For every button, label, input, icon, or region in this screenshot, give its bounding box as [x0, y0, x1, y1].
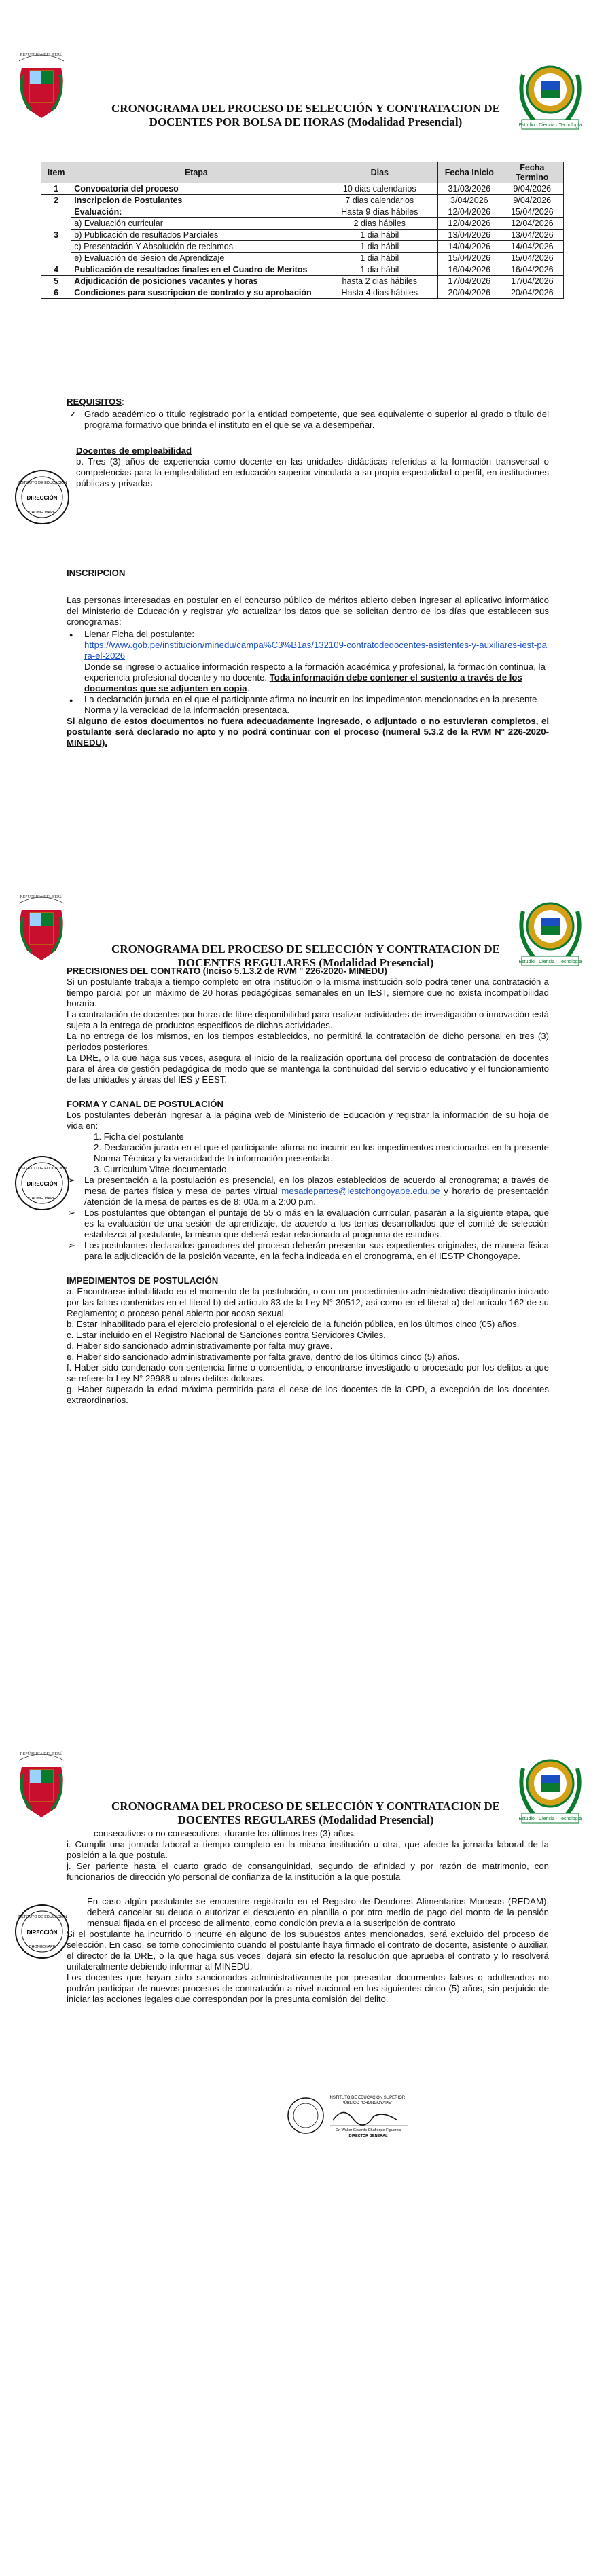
precisiones-heading: PRECISIONES DEL CONTRATO (Inciso 5.1.3.2 de RVM ° 226-2020- MINEDU): [67, 966, 387, 976]
table-row: 3 Evaluación: Hasta 9 días hábiles 12/04/2026 15/04/2026: [41, 206, 564, 218]
svg-text:Estudio · Ciencia · Tecnología: Estudio · Ciencia · Tecnología: [518, 960, 582, 964]
institute-stamp-icon: [14, 1903, 71, 1960]
svg-text:PÚBLICO "CHONGOYAPE": PÚBLICO "CHONGOYAPE": [341, 2101, 393, 2105]
peru-crest-icon: [15, 48, 68, 122]
requisito-item: ✓ Grado académico o título registrado por la entidad competente, que sea equivalente o superior al grado o título del programa formativo que brinda el instituto en el que se va a desempeñar.: [69, 409, 549, 430]
warning-text: Si alguno de estos documentos no fuera adecuadamente ingresado, o adjuntado o no estuvieran completos, el postulante será declarado no apto y no podrá continuar con el proceso (numeral 5.3.2 de la RVM N° 226-2020- MINEDU).: [67, 716, 549, 748]
col-item: Item: [41, 162, 71, 183]
table-row: 1 Convocatoria del proceso 10 dias calendarios 31/03/2026 9/04/2026: [41, 183, 564, 195]
col-dias: Dias: [321, 162, 438, 183]
inscripcion-section: INSCRIPCION Las personas interesadas en postular en el concurso público de méritos abierto deben ingresar al aplicativo informático del Ministerio de Educación y registrar y/o actualizar los datos que se solicitan dentro de los días que establecen sus cronogramas: ● Llenar Ficha del postulante: https://www.gob.pe/institucion/minedu/campa%C3%B1as/132109-contratodedocentes-asistentes-y-auxiliares-iest-para-el-2026 Donde se ingrese o actualice información respecto a la formación académica y profesional, la formación continua, la experiencia profesional docente y no docente. Toda información debe contener el sustento a través de los documentos que se adjunten en copia. ● La declaración jurada en el que el participante afirma no incurrir en los impedimentos mencionados en la presente Norma y la veracidad de la información presentada. Si alguno de estos documentos no fuera adecuadamente ingresado, o adjuntado o no estuvieran completos, el postulante será declarado no apto y no podrá continuar con el proceso (numeral 5.3.2 de la RVM N° 226-2020- MINEDU).: [67, 568, 549, 748]
page-3: [0, 1739, 608, 2576]
col-inicio: Fecha Inicio: [438, 162, 501, 183]
svg-text:CHONGOYAPE: CHONGOYAPE: [29, 511, 56, 515]
inscripcion-heading: INSCRIPCION: [67, 568, 126, 578]
table-row: a) Evaluación curricular 2 dias hábiles 12/04/2026 12/04/2026: [41, 218, 564, 230]
requisitos-section: REQUISITOS: ✓ Grado académico o título registrado por la entidad competente, que sea equivalente o superior al grado o título del programa formativo que brinda el instituto en el que se va a desempeñar. Docentes de empleabilidad b. Tres (3) años de experiencia como docente en las unidades didácticas referidas a la formación transversal o competencias para la empleabilidad en educación superior vinculada a su propia especialidad o perfil, en instituciones públicas y privadas: [67, 397, 549, 488]
svg-text:INSTITUTO DE EDUCACIÓN: INSTITUTO DE EDUCACIÓN: [17, 481, 67, 485]
requisito-item-b: b. Tres (3) años de experiencia como docente en las unidades didácticas referidas a la formación transversal o competencias para la empleabilidad en educación superior vinculada a su propia especialidad o perfil, en instituciones públicas y privadas: [76, 456, 549, 488]
svg-text:INSTITUTO DE EDUCACIÓN: INSTITUTO DE EDUCACIÓN: [17, 1915, 67, 1919]
institute-crest-icon: [516, 891, 584, 973]
document-title: CRONOGRAMA DEL PROCESO DE SELECCIÓN Y CONTRATACION DE DOCENTES REGULARES (Modalidad Presencial): [111, 943, 500, 969]
check-icon: ✓: [69, 409, 77, 419]
list-item: ➢ La presentación a la postulación es presencial, en los plazos establecidos de acuerdo al cronograma; a través de mesa de partes física y mesa de partes virtual mesadepartes@iestchongoyape.edu.pe y horario de presentación /atención de la mesa de partes es de 8: 00a.m a 2:00 p.m.: [67, 1175, 549, 1208]
institute-stamp-icon: [14, 1155, 71, 1212]
table-row: c) Presentación Y Absolución de reclamos 1 dia hábil 14/04/2026 14/04/2026: [41, 241, 564, 253]
impedimentos-heading: IMPEDIMENTOS DE POSTULACIÓN: [67, 1275, 219, 1286]
page-1: [0, 0, 608, 761]
svg-text:DIRECCIÓN: DIRECCIÓN: [26, 1929, 58, 1936]
table-row: 5 Adjudicación de posiciones vacantes y horas hasta 2 dias hábiles 17/04/2026 17/04/2026: [41, 276, 564, 287]
svg-text:CHONGOYAPE: CHONGOYAPE: [29, 1945, 56, 1949]
institute-crest-icon: [516, 54, 584, 136]
document-title: CRONOGRAMA DEL PROCESO DE SELECCIÓN Y CONTRATACION DE DOCENTES POR BOLSA DE HORAS (Modalidad Presencial): [111, 102, 500, 128]
institute-stamp-icon: [14, 469, 71, 526]
peru-crest-icon: [15, 890, 68, 964]
svg-text:Estudio · Ciencia · Tecnología: Estudio · Ciencia · Tecnología: [518, 1817, 582, 1821]
ficha-postulante-link[interactable]: https://www.gob.pe/institucion/minedu/campa%C3%B1as/132109-contratodedocentes-asistentes-y-auxiliares-iest-para-el-2026: [84, 640, 547, 661]
table-row: 2 Inscripcion de Postulantes 7 dias calendarios 3/04/2026 9/04/2026: [41, 195, 564, 206]
svg-text:REPÚBLICA DEL PERÚ: REPÚBLICA DEL PERÚ: [20, 895, 63, 899]
page3-section: consecutivos o no consecutivos, durante los últimos tres (3) años. i. Cumplir una jornada laboral a tiempo completo en la misma institución u otra, que afecte la jornada laboral de la posición a la que postula. j. Ser pariente hasta el cuarto grado de consanguinidad, segundo de afinidad y por razón de matrimonio, con funcionarios de dirección y/o personal de confianza de la institución a la que postula En caso algún postulante se encuentre registrado en el Registro de Deudores Alimentarios Morosos (REDAM), deberá cancelar su deuda o autorizar el descuento en planilla o por otro medio de pago del monto de la pensión mensual fijada en el proceso de alimento, como condición previa a la suscripción de contrato Si el postulante ha incurrido o incurre en alguno de los supuestos antes mencionados, será excluido del proceso de selección. En caso, se tome conocimiento cuando el postulante haya firmado el contrato de docente, asistente o auxiliar, el director de la DRE, o la que haga sus veces, dejará sin efecto la resolución que aprueba el contrato y lo resolverá unilateralmente debiendo informar al MINEDU. Los docentes que hayan sido sancionados administrativamente por presentar documentos falsos o adulterados no podrán participar de nuevos procesos de contratación a nivel nacional en los siguientes cinco (5) años, sin perjuicio de iniciar las acciones legales que correspondan por la presunta comisión del delito.: [67, 1828, 549, 2004]
mesa-partes-email-link[interactable]: mesadepartes@iestchongoyape.edu.pe: [281, 1186, 440, 1196]
table-row: 4 Publicación de resultados finales en el Cuadro de Meritos 1 dia hábil 16/04/2026 16/04/2026: [41, 264, 564, 276]
precisiones-section: PRECISIONES DEL CONTRATO (Inciso 5.1.3.2 de RVM ° 226-2020- MINEDU) Si un postulante trabaja a tiempo completo en otra institución o la misma institución solo podrá tener una contratación a tiempo parcial por un máximo de 20 horas pedagógicas semanales en un IEST, siempre que no exista incompatibilidad horaria. La contratación de docentes por horas de libre disponibilidad para realizar actividades de investigación o innovación está sujeta a la entrega de productos específicos de dichas actividades. La no entrega de los mismos, en los tiempos establecidos, no permitirá la contratación de dicho personal en tres (3) periodos posteriores. La DRE, o la que haga sus veces, asegura el inicio de la realización oportuna del proceso de contratación de docentes para el área de gestión pedagógica de modo que se mantenga la continuidad del servicio educativo y el funcionamiento de las unidades y áreas del IES y EEST. FORMA Y CANAL DE POSTULACIÓN Los postulantes deberán ingresar a la página web de Ministerio de Educación y registrar la información de su hoja de vida en: 1. Ficha del postulante 2. Declaración jurada en el que el participante afirma no incurrir en los impedimentos mencionados en la presente Norma Técnica y la veracidad de la información presentada. 3. Curriculum Vitae documentado. ➢ La presentación a la postulación es presencial, en los plazos establecidos de acuerdo al cronograma; a través de mesa de partes física y mesa de partes virtual mesadepartes@iestchongoyape.edu.pe y horario de presentación /atención de la mesa de partes es de 8: 00a.m a 2:00 p.m. ➢ Los postulantes que obtengan el puntaje de 55 o más en la evaluación curricular, pasarán a la siguiente etapa, que es la evaluación de una sesión de aprendizaje, de acuerdo a los temas desarrollados que el comité de selección establezca al postulante, la misma que deberá estar relacionada al programa de estudios. ➢ Los postulantes declarados ganadores del proceso deberán presentar sus expedientes originales, de manera física para la adjudicación de la posición vacante, en la fecha indicada en el cronograma, en el IESTP Chongoyape. IMPEDIMENTOS DE POSTULACIÓN a. Encontrarse inhabilitado en el momento de la postulación, o con un procedimiento administrativo disciplinario iniciado por las faltas contenidas en el literal b) del artículo 83 de la Ley N° 30512, así como en el literal a) del artículo 162 de su Reglamento; o proceso penal abierto por acoso sexual. b. Estar inhabilitado para el ejercicio profesional o el ejercicio de la función pública, en los últimos cinco (05) años. c. Estar incluido en el Registro Nacional de Sanciones contra Servidores Civiles. d. Haber sido sancionado administrativamente por falta muy grave. e. Haber sido sancionado administrativamente por falta grave, dentro de los últimos cinco (5) años. f. Haber sido condenado con sentencia firme o consentida, o encontrarse investigado o procesado por los delitos a que se refiere la Ley N° 29988 u otros delitos dolosos. g. Haber superado la edad máxima permitida para el cese de los docentes de la CPD, a excepción de los docentes extraordinarios.: [67, 966, 549, 1406]
document-title: CRONOGRAMA DEL PROCESO DE SELECCIÓN Y CONTRATACION DE DOCENTES REGULARES (Modalidad Presencial): [111, 1800, 500, 1826]
svg-text:DIRECTOR GENERAL: DIRECTOR GENERAL: [348, 2134, 388, 2138]
director-signature-stamp: [285, 2092, 414, 2139]
forma-heading: FORMA Y CANAL DE POSTULACIÓN: [67, 1099, 224, 1109]
list-item: ● Llenar Ficha del postulante: https://www.gob.pe/institucion/minedu/campa%C3%B1as/132109-contratodedocentes-asistentes-y-auxiliares-iest-para-el-2026 Donde se ingrese o actualice información respecto a la formación académica y profesional, la formación continua, la experiencia profesional docente y no docente. Toda información debe contener el sustento a través de los documentos que se adjunten en copia.: [67, 629, 549, 694]
list-item: ● La declaración jurada en el que el participante afirma no incurrir en los impedimentos mencionados en la presente Norma y la veracidad de la información presentada.: [67, 694, 549, 716]
col-etapa: Etapa: [71, 162, 321, 183]
requisitos-heading: REQUISITOS: [67, 397, 122, 407]
svg-text:INSTITUTO DE EDUCACIÓN: INSTITUTO DE EDUCACIÓN: [17, 1167, 67, 1171]
col-termino: Fecha Termino: [501, 162, 563, 183]
svg-text:INSTITUTO DE EDUCACIÓN SUPERIO: INSTITUTO DE EDUCACIÓN SUPERIOR: [328, 2096, 406, 2100]
list-item: ➢ Los postulantes declarados ganadores del proceso deberán presentar sus expedientes originales, de manera física para la adjudicación de la posición vacante, en la fecha indicada en el cronograma, en el IESTP Chongoyape.: [67, 1240, 549, 1262]
svg-text:DIRECCIÓN: DIRECCIÓN: [26, 495, 58, 501]
svg-text:Estudio · Ciencia · Tecnología: Estudio · Ciencia · Tecnología: [518, 123, 582, 128]
empleabilidad-heading: Docentes de empleabilidad: [76, 446, 192, 456]
list-item: ➢ Los postulantes que obtengan el puntaje de 55 o más en la evaluación curricular, pasarán a la siguiente etapa, que es la evaluación de una sesión de aprendizaje, de acuerdo a los temas desarrollados que el comité de selección establezca al postulante, la misma que deberá estar relacionada al programa de estudios.: [67, 1208, 549, 1240]
svg-text:CHONGOYAPE: CHONGOYAPE: [29, 1197, 56, 1201]
svg-text:Dr. Walter Gerardo Chafloque F: Dr. Walter Gerardo Chafloque Figueroa: [336, 2128, 401, 2133]
peru-crest-icon: [15, 1747, 68, 1821]
institute-crest-icon: [516, 1748, 584, 1830]
page-2: [0, 761, 608, 1739]
table-row: 6 Condiciones para suscripcion de contrato y su aprobación Hasta 4 dias hábiles 20/04/2026 20/04/2026: [41, 287, 564, 299]
svg-text:REPÚBLICA DEL PERÚ: REPÚBLICA DEL PERÚ: [20, 53, 63, 57]
redam-paragraph: En caso algún postulante se encuentre registrado en el Registro de Deudores Alimentarios Morosos (REDAM), deberá cancelar su deuda o autorizar el descuento en planilla o por otro medio de pago del monto de la pensión mensual fijada en el proceso de alimento, como condición previa a la suscripción de contrato: [87, 1896, 549, 1928]
schedule-table: [41, 162, 564, 299]
svg-text:REPÚBLICA DEL PERÚ: REPÚBLICA DEL PERÚ: [20, 1752, 63, 1756]
table-row: e) Evaluación de Sesion de Aprendizaje 1 dia hábil 15/04/2026 15/04/2026: [41, 253, 564, 264]
svg-text:DIRECCIÓN: DIRECCIÓN: [26, 1181, 58, 1187]
table-row: b) Publicación de resultados Parciales 1 dia hábil 13/04/2026 13/04/2026: [41, 230, 564, 241]
